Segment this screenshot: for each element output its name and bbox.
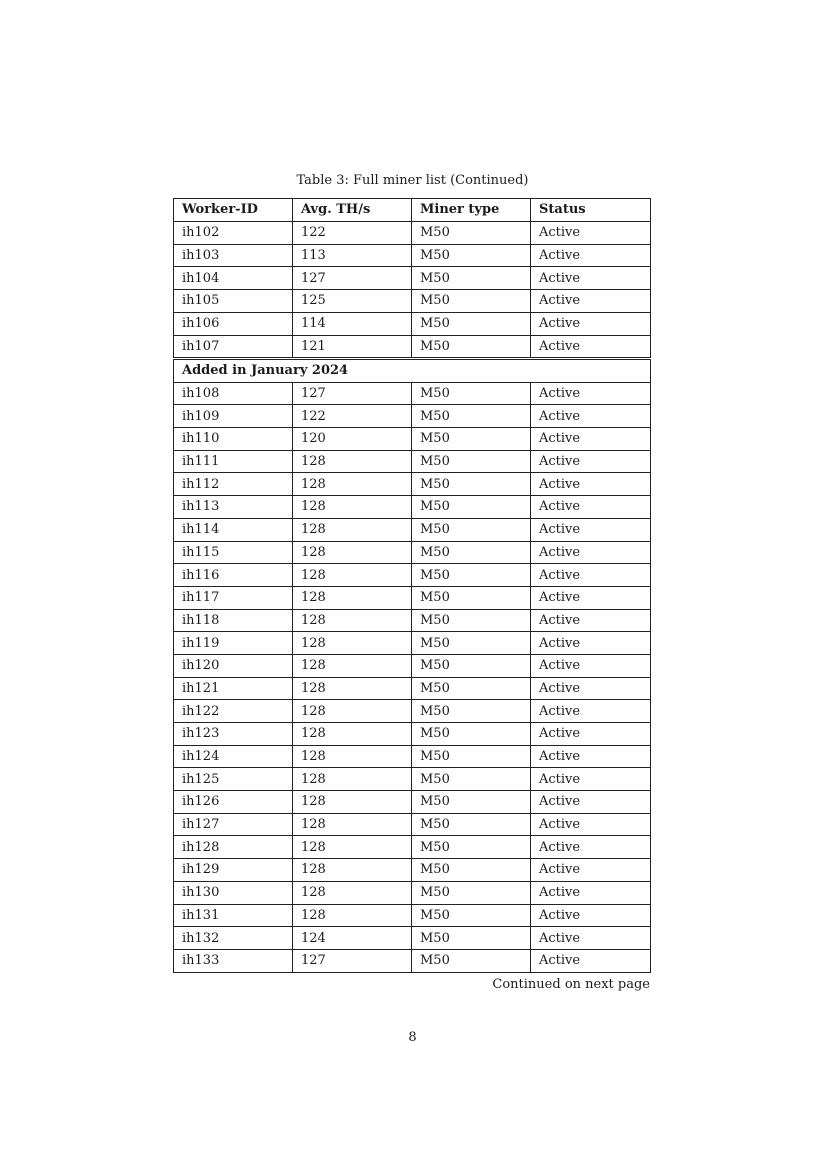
cell-avg-ths: 128 bbox=[293, 609, 412, 632]
cell-status: Active bbox=[531, 881, 651, 904]
cell-worker-id: ih133 bbox=[174, 949, 293, 972]
cell-status: Active bbox=[531, 473, 651, 496]
table-caption: Table 3: Full miner list (Continued) bbox=[296, 173, 529, 188]
cell-worker-id: ih130 bbox=[174, 881, 293, 904]
cell-worker-id: ih121 bbox=[174, 677, 293, 700]
table-row bbox=[174, 813, 651, 836]
cell-avg-ths: 128 bbox=[293, 677, 412, 700]
cell-miner-type: M50 bbox=[412, 859, 531, 882]
cell-status: Active bbox=[531, 904, 651, 927]
cell-miner-type: M50 bbox=[412, 881, 531, 904]
cell-worker-id: ih119 bbox=[174, 632, 293, 655]
cell-status: Active bbox=[531, 677, 651, 700]
cell-worker-id: ih123 bbox=[174, 723, 293, 746]
cell-worker-id: ih122 bbox=[174, 700, 293, 723]
cell-worker-id: ih125 bbox=[174, 768, 293, 791]
cell-miner-type: M50 bbox=[412, 496, 531, 519]
cell-avg-ths: 128 bbox=[293, 473, 412, 496]
cell-status: Active bbox=[531, 586, 651, 609]
cell-miner-type: M50 bbox=[412, 700, 531, 723]
table-row bbox=[174, 312, 651, 335]
table-row bbox=[174, 836, 651, 859]
table-row bbox=[174, 632, 651, 655]
cell-miner-type: M50 bbox=[412, 244, 531, 267]
cell-miner-type: M50 bbox=[412, 768, 531, 791]
cell-avg-ths: 128 bbox=[293, 836, 412, 859]
cell-miner-type: M50 bbox=[412, 564, 531, 587]
cell-worker-id: ih110 bbox=[174, 428, 293, 451]
table-row bbox=[174, 405, 651, 428]
cell-worker-id: ih124 bbox=[174, 745, 293, 768]
cell-avg-ths: 127 bbox=[293, 949, 412, 972]
cell-avg-ths: 124 bbox=[293, 927, 412, 950]
miner-table-header-block bbox=[173, 198, 651, 358]
cell-status: Active bbox=[531, 244, 651, 267]
rows-before-section bbox=[174, 221, 651, 358]
cell-status: Active bbox=[531, 221, 651, 244]
table-row bbox=[174, 518, 651, 541]
cell-miner-type: M50 bbox=[412, 518, 531, 541]
cell-miner-type: M50 bbox=[412, 836, 531, 859]
cell-avg-ths: 128 bbox=[293, 791, 412, 814]
cell-status: Active bbox=[531, 723, 651, 746]
cell-status: Active bbox=[531, 496, 651, 519]
cell-miner-type: M50 bbox=[412, 290, 531, 313]
cell-avg-ths: 128 bbox=[293, 904, 412, 927]
cell-status: Active bbox=[531, 382, 651, 405]
cell-status: Active bbox=[531, 768, 651, 791]
table-row bbox=[174, 335, 651, 358]
cell-worker-id: ih111 bbox=[174, 450, 293, 473]
cell-status: Active bbox=[531, 335, 651, 358]
column-header-avg-ths: Avg. TH/s bbox=[293, 199, 412, 222]
cell-worker-id: ih104 bbox=[174, 267, 293, 290]
cell-worker-id: ih115 bbox=[174, 541, 293, 564]
table-row bbox=[174, 609, 651, 632]
cell-miner-type: M50 bbox=[412, 335, 531, 358]
page-number: 8 bbox=[408, 1030, 417, 1045]
cell-avg-ths: 127 bbox=[293, 382, 412, 405]
table-row bbox=[174, 382, 651, 405]
cell-status: Active bbox=[531, 267, 651, 290]
table-header-row bbox=[174, 199, 651, 222]
cell-avg-ths: 128 bbox=[293, 564, 412, 587]
cell-worker-id: ih132 bbox=[174, 927, 293, 950]
cell-status: Active bbox=[531, 813, 651, 836]
cell-worker-id: ih105 bbox=[174, 290, 293, 313]
cell-status: Active bbox=[531, 836, 651, 859]
table-row bbox=[174, 723, 651, 746]
table-row bbox=[174, 677, 651, 700]
cell-miner-type: M50 bbox=[412, 428, 531, 451]
cell-avg-ths: 128 bbox=[293, 813, 412, 836]
cell-miner-type: M50 bbox=[412, 813, 531, 836]
cell-miner-type: M50 bbox=[412, 949, 531, 972]
cell-miner-type: M50 bbox=[412, 745, 531, 768]
cell-avg-ths: 128 bbox=[293, 541, 412, 564]
table-row bbox=[174, 496, 651, 519]
rows-after-section bbox=[174, 360, 651, 973]
cell-avg-ths: 128 bbox=[293, 745, 412, 768]
cell-worker-id: ih112 bbox=[174, 473, 293, 496]
table-row bbox=[174, 654, 651, 677]
cell-status: Active bbox=[531, 609, 651, 632]
table-row bbox=[174, 541, 651, 564]
cell-avg-ths: 128 bbox=[293, 518, 412, 541]
cell-avg-ths: 128 bbox=[293, 586, 412, 609]
cell-avg-ths: 128 bbox=[293, 723, 412, 746]
cell-miner-type: M50 bbox=[412, 677, 531, 700]
cell-miner-type: M50 bbox=[412, 267, 531, 290]
cell-status: Active bbox=[531, 518, 651, 541]
cell-status: Active bbox=[531, 564, 651, 587]
cell-avg-ths: 128 bbox=[293, 632, 412, 655]
cell-avg-ths: 128 bbox=[293, 654, 412, 677]
cell-miner-type: M50 bbox=[412, 541, 531, 564]
cell-miner-type: M50 bbox=[412, 450, 531, 473]
cell-avg-ths: 127 bbox=[293, 267, 412, 290]
cell-miner-type: M50 bbox=[412, 904, 531, 927]
table-row bbox=[174, 586, 651, 609]
cell-miner-type: M50 bbox=[412, 927, 531, 950]
cell-avg-ths: 113 bbox=[293, 244, 412, 267]
cell-status: Active bbox=[531, 700, 651, 723]
table-row bbox=[174, 700, 651, 723]
cell-status: Active bbox=[531, 632, 651, 655]
cell-miner-type: M50 bbox=[412, 791, 531, 814]
cell-worker-id: ih114 bbox=[174, 518, 293, 541]
column-header-miner-type: Miner type bbox=[412, 199, 531, 222]
cell-status: Active bbox=[531, 405, 651, 428]
table-row bbox=[174, 745, 651, 768]
cell-avg-ths: 125 bbox=[293, 290, 412, 313]
cell-status: Active bbox=[531, 450, 651, 473]
cell-miner-type: M50 bbox=[412, 586, 531, 609]
cell-worker-id: ih128 bbox=[174, 836, 293, 859]
table-row bbox=[174, 768, 651, 791]
cell-avg-ths: 128 bbox=[293, 768, 412, 791]
cell-miner-type: M50 bbox=[412, 654, 531, 677]
cell-worker-id: ih109 bbox=[174, 405, 293, 428]
cell-worker-id: ih108 bbox=[174, 382, 293, 405]
cell-miner-type: M50 bbox=[412, 723, 531, 746]
table-row bbox=[174, 267, 651, 290]
cell-miner-type: M50 bbox=[412, 609, 531, 632]
table-row bbox=[174, 473, 651, 496]
cell-miner-type: M50 bbox=[412, 312, 531, 335]
table-row bbox=[174, 564, 651, 587]
cell-avg-ths: 128 bbox=[293, 496, 412, 519]
table-row bbox=[174, 904, 651, 927]
table-row bbox=[174, 949, 651, 972]
table-row bbox=[174, 791, 651, 814]
cell-status: Active bbox=[531, 791, 651, 814]
cell-worker-id: ih106 bbox=[174, 312, 293, 335]
cell-worker-id: ih113 bbox=[174, 496, 293, 519]
miner-table-january-2024 bbox=[173, 359, 651, 973]
cell-avg-ths: 128 bbox=[293, 881, 412, 904]
table-row bbox=[174, 244, 651, 267]
table-row bbox=[174, 290, 651, 313]
cell-worker-id: ih126 bbox=[174, 791, 293, 814]
cell-miner-type: M50 bbox=[412, 632, 531, 655]
cell-status: Active bbox=[531, 428, 651, 451]
continued-note: Continued on next page bbox=[492, 977, 650, 992]
cell-status: Active bbox=[531, 290, 651, 313]
cell-miner-type: M50 bbox=[412, 405, 531, 428]
table-row bbox=[174, 221, 651, 244]
table-row bbox=[174, 927, 651, 950]
cell-miner-type: M50 bbox=[412, 473, 531, 496]
table-row bbox=[174, 881, 651, 904]
cell-avg-ths: 128 bbox=[293, 450, 412, 473]
cell-status: Active bbox=[531, 745, 651, 768]
cell-avg-ths: 114 bbox=[293, 312, 412, 335]
cell-worker-id: ih129 bbox=[174, 859, 293, 882]
section-title-row bbox=[174, 360, 651, 383]
cell-worker-id: ih117 bbox=[174, 586, 293, 609]
cell-worker-id: ih131 bbox=[174, 904, 293, 927]
cell-status: Active bbox=[531, 859, 651, 882]
cell-avg-ths: 128 bbox=[293, 700, 412, 723]
cell-worker-id: ih116 bbox=[174, 564, 293, 587]
cell-worker-id: ih107 bbox=[174, 335, 293, 358]
cell-avg-ths: 122 bbox=[293, 405, 412, 428]
section-title: Added in January 2024 bbox=[174, 360, 651, 383]
cell-status: Active bbox=[531, 541, 651, 564]
cell-miner-type: M50 bbox=[412, 221, 531, 244]
cell-worker-id: ih102 bbox=[174, 221, 293, 244]
cell-worker-id: ih103 bbox=[174, 244, 293, 267]
table-row bbox=[174, 450, 651, 473]
cell-avg-ths: 128 bbox=[293, 859, 412, 882]
cell-worker-id: ih120 bbox=[174, 654, 293, 677]
table-row bbox=[174, 859, 651, 882]
cell-status: Active bbox=[531, 927, 651, 950]
cell-worker-id: ih118 bbox=[174, 609, 293, 632]
cell-avg-ths: 121 bbox=[293, 335, 412, 358]
cell-worker-id: ih127 bbox=[174, 813, 293, 836]
cell-status: Active bbox=[531, 654, 651, 677]
table-row bbox=[174, 428, 651, 451]
column-header-worker-id: Worker-ID bbox=[174, 199, 293, 222]
cell-avg-ths: 122 bbox=[293, 221, 412, 244]
column-header-status: Status bbox=[531, 199, 651, 222]
cell-avg-ths: 120 bbox=[293, 428, 412, 451]
cell-status: Active bbox=[531, 949, 651, 972]
cell-miner-type: M50 bbox=[412, 382, 531, 405]
cell-status: Active bbox=[531, 312, 651, 335]
